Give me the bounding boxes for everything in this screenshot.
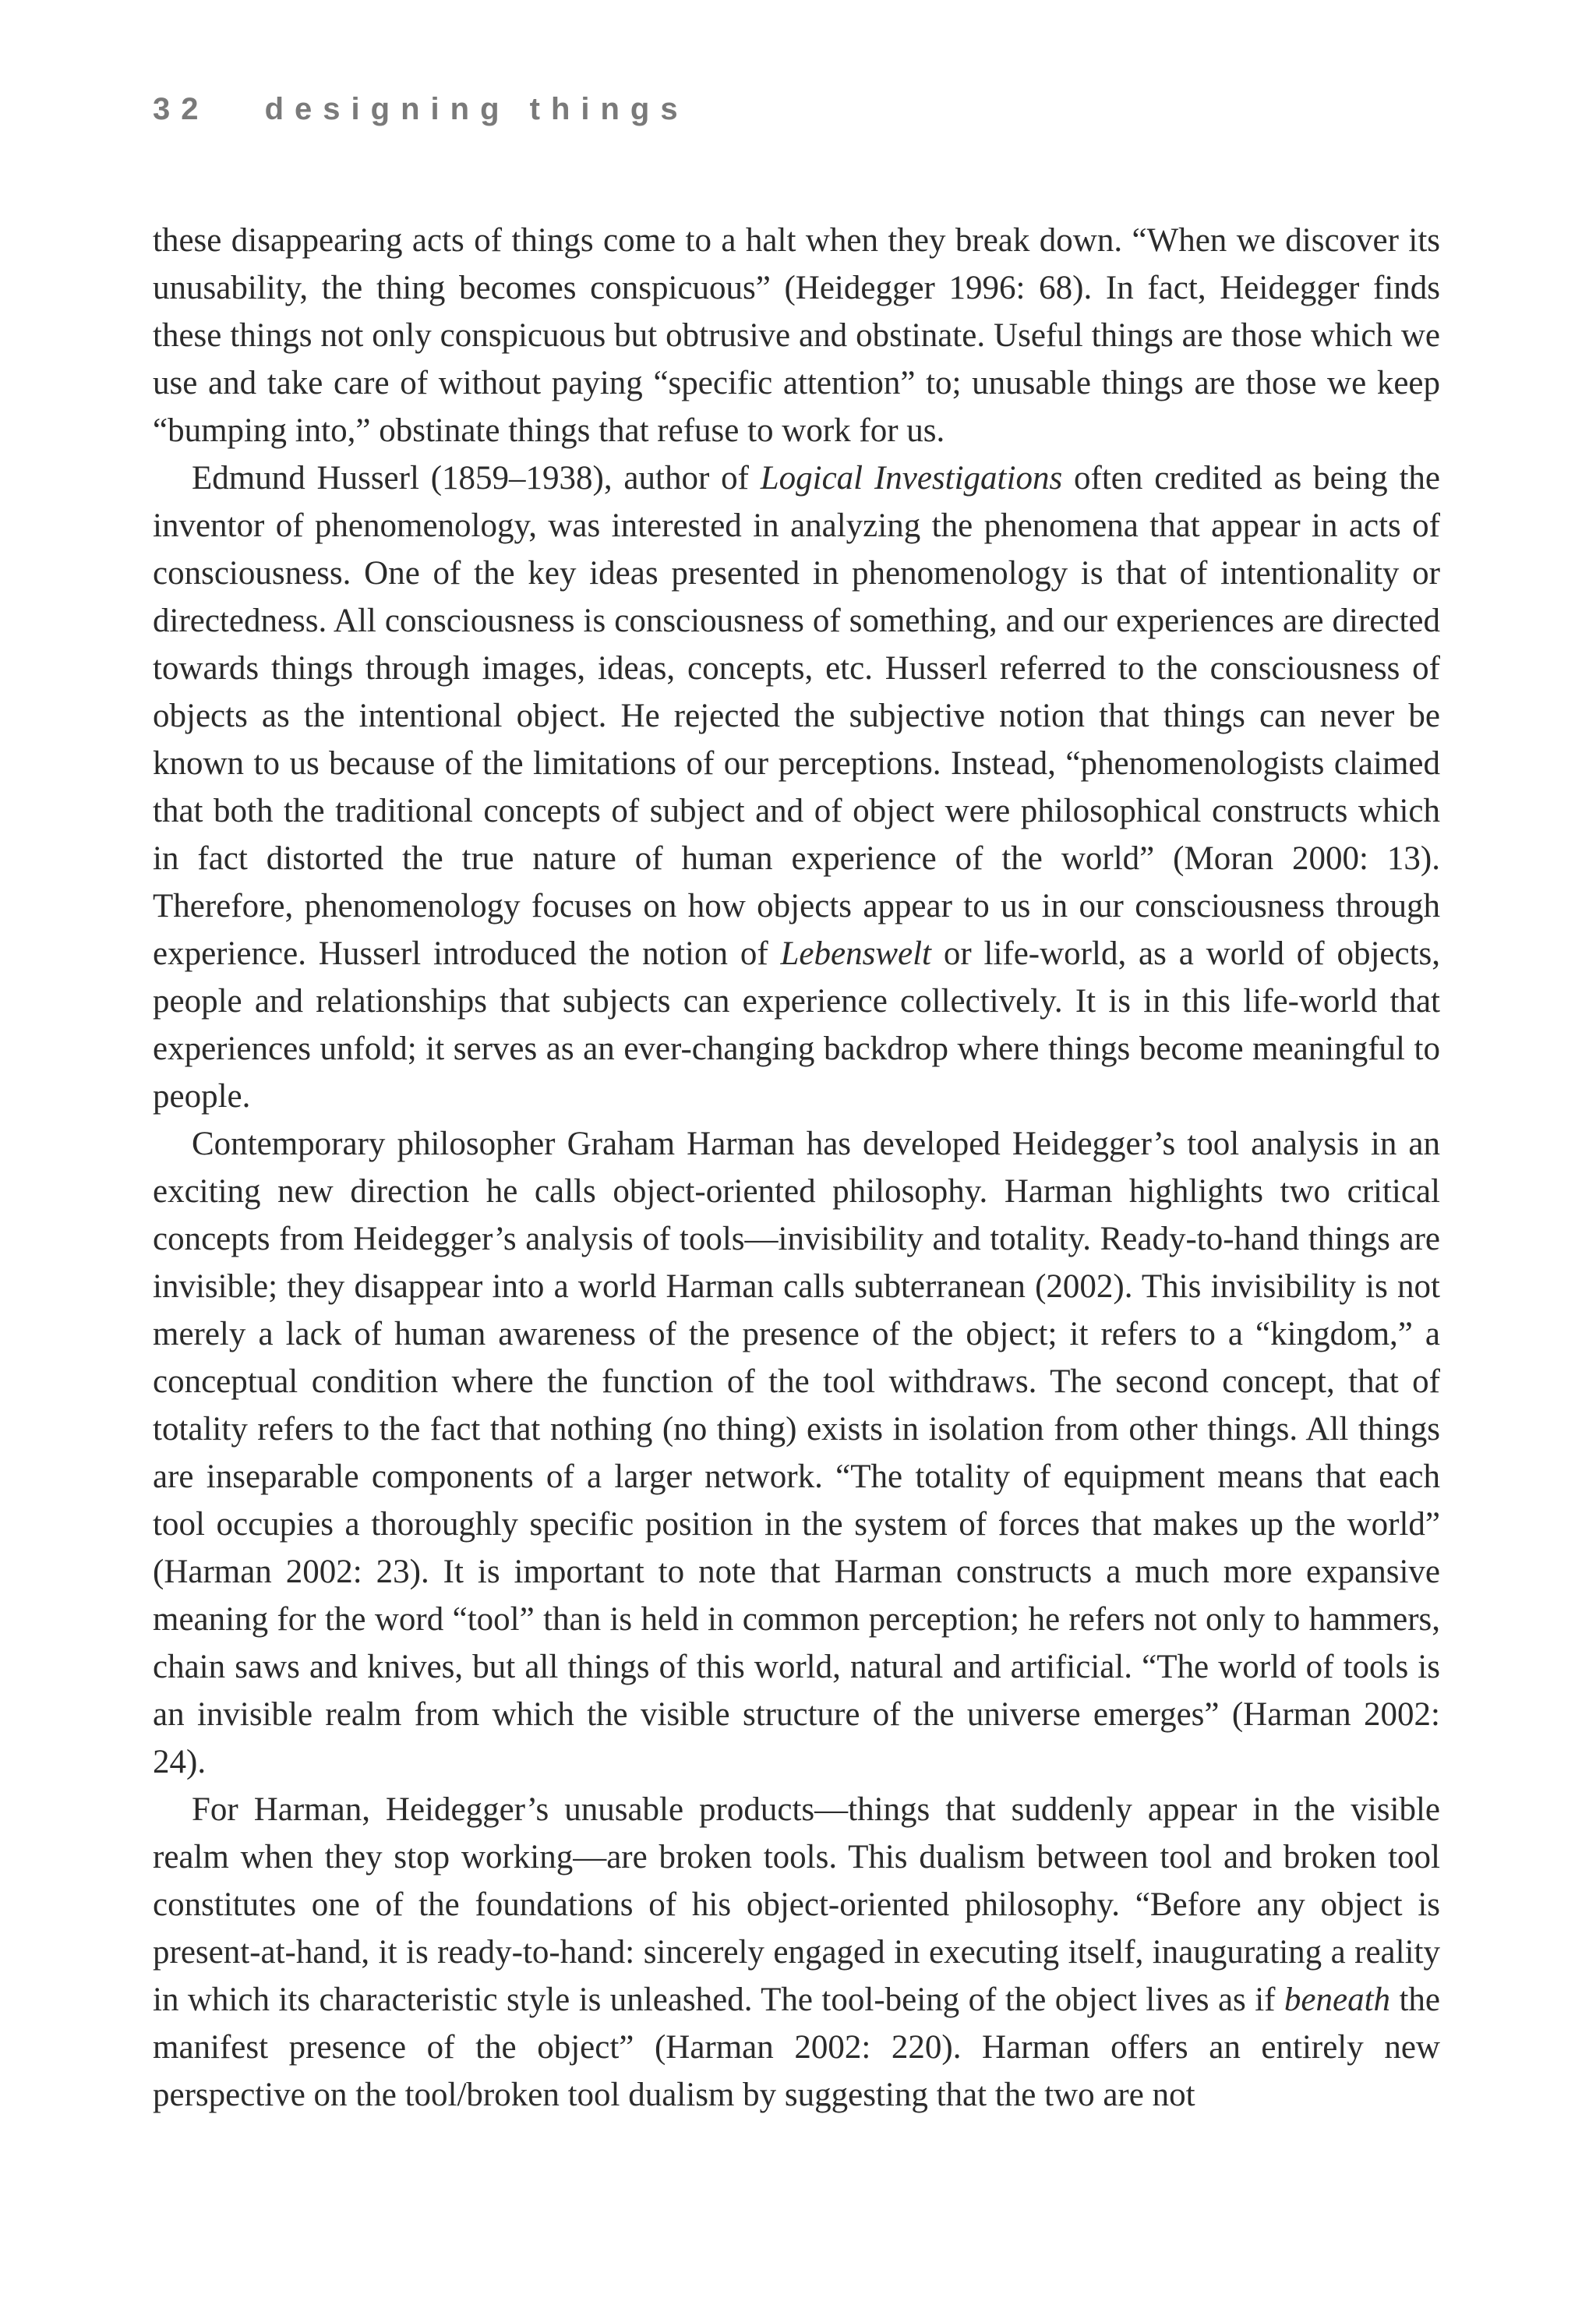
italic-text: beneath <box>1284 1982 1391 2018</box>
text-run: the manifest presence of the object” (Harman 2002: 220). Harman offers an entirely new perspective on the tool/broken tool dualism by suggesting that the two are not <box>153 1982 1440 2113</box>
paragraph <box>153 1120 1440 1786</box>
text-run: these disappearing acts of things come to a halt when they break down. “When we discover its unusability, the thing becomes conspicuous” (Heidegger 1996: 68). In fact, Heidegger finds these things not only conspicuous but obtrusive and obstinate. Useful things are those which we use and take care of without paying “specific attention” to; unusable things are those we keep “bumping into,” obstinate things that refuse to work for us. <box>153 222 1440 449</box>
paragraph <box>153 217 1440 454</box>
text-run: or life-world, as a world of objects, people and relationships that subjects can experience collectively. It is in this life-world that experiences unfold; it serves as an ever-changing backdrop where things become meaningful to people. <box>153 935 1440 1115</box>
italic-text: Logical Investigations <box>760 460 1063 497</box>
paragraph <box>153 1786 1440 2119</box>
text-run: often credited as being the inventor of phenomenology, was interested in analyzing the phenomena that appear in acts of consciousness. One of the key ideas presented in phenomenology is that of intentionality or directedness. All consciousness is consciousness of something, and our experiences are directed towards things through images, ideas, concepts, etc. Husserl referred to the consciousness of objects as the intentional object. He rejected the subjective notion that things can never be known to us because of the limitations of our perceptions. Instead, “phenomenologists claimed that both the traditional concepts of subject and of object were philosophical constructs which in fact distorted the true nature of human experience of the world” (Moran 2000: 13). Therefore, phenomenology focuses on how objects appear to us in our consciousness through experience. Husserl introduced the notion of <box>153 460 1440 972</box>
page-number: 32 <box>153 92 210 126</box>
body-text <box>153 217 1440 2119</box>
text-run: For Harman, Heidegger’s unusable products—things that suddenly appear in the visible realm when they stop working—are broken tools. This dualism between tool and broken tool constitutes one of the foundations of his object-oriented philosophy. “Before any object is present-at-hand, it is ready-to-hand: sincerely engaged in executing itself, inaugurating a reality in which its characteristic style is unleashed. The tool-being of the object lives as if <box>153 1791 1440 2018</box>
running-title: designing things <box>264 92 689 126</box>
paragraph <box>153 454 1440 1120</box>
running-head <box>153 92 689 127</box>
text-run: Edmund Husserl (1859–1938), author of <box>192 460 761 497</box>
italic-text: Lebenswelt <box>780 935 931 972</box>
text-run: Contemporary philosopher Graham Harman has developed Heidegger’s tool analysis in an exciting new direction he calls object-oriented philosophy. Harman highlights two critical concepts from Heidegger’s analysis of tools—invisibility and totality. Ready-to-hand things are invisible; they disappear into a world Harman calls subterranean (2002). This invisibility is not merely a lack of human awareness of the presence of the object; it refers to a “kingdom,” a conceptual condition where the function of the tool withdraws. The second concept, that of totality refers to the fact that nothing (no thing) exists in isolation from other things. All things are inseparable components of a larger network. “The totality of equipment means that each tool occupies a thoroughly specific position in the system of forces that makes up the world” (Harman 2002: 23). It is important to note that Harman constructs a much more expansive meaning for the word “tool” than is held in common perception; he refers not only to hammers, chain saws and knives, but all things of this world, natural and artificial. “The world of tools is an invisible realm from which the visible structure of the universe emerges” (Harman 2002: 24). <box>153 1126 1440 1780</box>
